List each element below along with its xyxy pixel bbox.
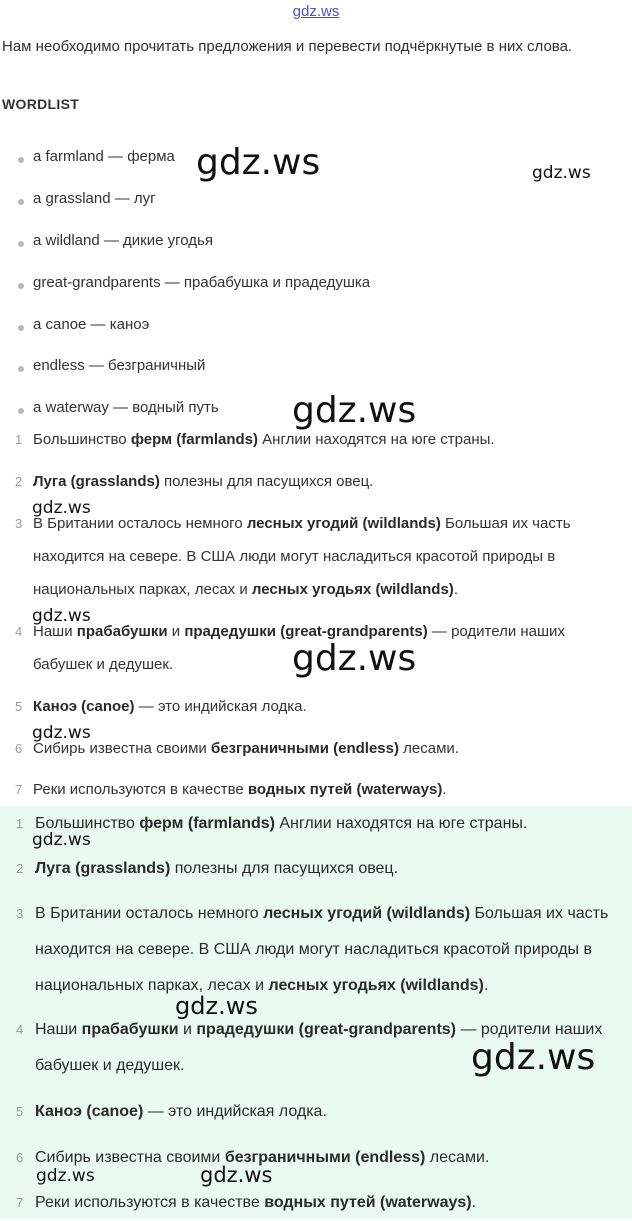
sentence — [35, 896, 627, 1004]
sentence — [35, 1140, 627, 1176]
sentence-number: 3 — [16, 906, 24, 921]
wordlist-item: a canoe — каноэ — [33, 316, 150, 333]
sentence — [33, 732, 628, 765]
sentence-number: 4 — [15, 624, 23, 639]
bullet-icon — [18, 408, 24, 414]
watermark: gdz.ws — [32, 606, 91, 626]
highlighted-term: (great-grandparents) — [298, 1021, 457, 1038]
highlighted-term: ферм (farmlands) — [130, 431, 258, 448]
wordlist-heading: WORDLIST — [2, 96, 80, 112]
sentence-text: — это индийская лодка. — [134, 698, 307, 715]
sentence-text: — это индийская лодка. — [143, 1103, 327, 1120]
highlighted-term: лесных угодьях (wildlands) — [251, 581, 454, 598]
sentence-number: 1 — [16, 816, 24, 831]
sentence-text: Большинство — [35, 815, 140, 832]
sentence-number: 7 — [16, 1195, 24, 1210]
sentence-number: 7 — [15, 782, 23, 797]
sentence-text: . — [453, 581, 458, 598]
watermark: gdz.ws — [532, 163, 591, 183]
sentence-text: . — [471, 1194, 477, 1211]
sentence-number: 6 — [16, 1150, 24, 1165]
highlighted-term: Луга (grasslands) — [35, 860, 171, 877]
sentence-text: лесами. — [398, 740, 459, 757]
wordlist-item: a waterway — водный путь — [33, 399, 219, 416]
highlighted-term: прабабушки — [81, 1021, 179, 1038]
top-watermark-link[interactable]: gdz.ws — [292, 3, 340, 20]
watermark: gdz.ws — [196, 142, 321, 183]
bullet-icon — [18, 366, 24, 372]
watermark: gdz.ws — [32, 498, 91, 518]
watermark: gdz.ws — [175, 992, 258, 1020]
highlighted-term: лесных угодьях (wildlands) — [268, 977, 484, 994]
sentence-text: Реки используются в качестве — [33, 781, 248, 798]
sentence-text: Англии находятся на юге страны. — [258, 431, 495, 448]
sentence-text: и — [178, 1021, 197, 1038]
sentence — [35, 851, 627, 887]
sentence — [33, 507, 628, 606]
wordlist-item: a farmland — ферма — [33, 148, 175, 165]
sentence-text: Реки используются в качестве — [35, 1194, 265, 1211]
highlighted-term: прадедушки — [184, 623, 277, 640]
sentence-text: Наши — [33, 623, 77, 640]
highlighted-term: Каноэ (canoe) — [35, 1103, 144, 1120]
bullet-icon — [18, 199, 24, 205]
watermark: gdz.ws — [36, 1166, 95, 1186]
highlighted-term: лесных угодий (wildlands) — [263, 905, 471, 922]
bullet-icon — [18, 241, 24, 247]
sentence — [33, 773, 628, 806]
highlighted-term: водных путей (waterways) — [247, 781, 443, 798]
watermark: gdz.ws — [32, 830, 91, 850]
sentence-number: 5 — [15, 699, 23, 714]
sentence-text: — родители наших бабушек и дедушек. — [35, 1021, 603, 1074]
sentence-text: Наши — [35, 1021, 82, 1038]
wordlist-item: a wildland — дикие угодья — [33, 232, 213, 249]
bullet-icon — [18, 157, 24, 163]
sentence-text: полезны для пасущихся овец. — [170, 860, 399, 877]
highlighted-term: (great-grandparents) — [280, 623, 428, 640]
highlighted-term: безграничными (endless) — [210, 740, 399, 757]
watermark: gdz.ws — [200, 1163, 273, 1187]
sentence-text: . — [442, 781, 447, 798]
sentence-text: В Британии осталось немного — [35, 905, 264, 922]
sentence — [33, 465, 628, 498]
bullet-icon — [18, 325, 24, 331]
highlighted-term: ферм (farmlands) — [139, 815, 275, 832]
sentence-number: 1 — [15, 432, 23, 447]
sentence — [35, 1094, 627, 1130]
sentence — [35, 1185, 627, 1221]
intro-text: Нам необходимо прочитать предложения и перевести подчёркнутые в них слова. — [2, 38, 573, 55]
highlighted-term: Каноэ (canoe) — [33, 698, 135, 715]
sentence-text: Большая их часть находится на севере. В США люди могут насладиться красотой природы в национальных парках, лесах и — [35, 905, 609, 994]
watermark: gdz.ws — [32, 723, 91, 743]
highlighted-term: безграничными (endless) — [224, 1149, 426, 1166]
sentence-number: 5 — [16, 1104, 24, 1119]
sentence-text: полезны для пасущихся овец. — [159, 473, 374, 490]
sentence-text: лесами. — [425, 1149, 490, 1166]
bullet-icon — [18, 283, 24, 289]
highlighted-term: лесных угодий (wildlands) — [246, 515, 441, 532]
highlighted-term: Луга (grasslands) — [33, 473, 160, 490]
sentence-number: 2 — [16, 861, 24, 876]
highlighted-term: прабабушки — [76, 623, 168, 640]
sentence-text: В Британии осталось немного — [33, 515, 247, 532]
watermark: gdz.ws — [292, 638, 417, 679]
wordlist-item: great-grandparents — прабабушка и прадедушка — [33, 274, 371, 291]
sentence-text: Большинство — [33, 431, 131, 448]
sentence-number: 6 — [15, 741, 23, 756]
sentence-text: — родители наших бабушек и дедушек. — [33, 623, 565, 673]
watermark: gdz.ws — [292, 390, 417, 431]
highlighted-term: прадедушки — [196, 1021, 295, 1038]
sentence-text: Сибирь известна своими — [33, 740, 211, 757]
sentence-text: Сибирь известна своими — [35, 1149, 225, 1166]
highlighted-term: водных путей (waterways) — [264, 1194, 472, 1211]
watermark: gdz.ws — [471, 1037, 596, 1078]
sentence-text: Большая их часть находится на севере. В США люди могут насладиться красотой природы в национальных парках, лесах и — [33, 515, 571, 598]
wordlist-item: endless — безграничный — [33, 357, 206, 374]
sentence — [35, 806, 627, 842]
sentence-text: и — [167, 623, 185, 640]
sentence-number: 2 — [15, 474, 23, 489]
sentence-number: 4 — [16, 1022, 24, 1037]
wordlist-item: a grassland — луг — [33, 190, 156, 207]
sentence-text: . — [483, 977, 489, 994]
sentence — [33, 690, 628, 723]
sentence-text: Англии находятся на юге страны. — [274, 815, 528, 832]
sentence-number: 3 — [15, 516, 23, 531]
